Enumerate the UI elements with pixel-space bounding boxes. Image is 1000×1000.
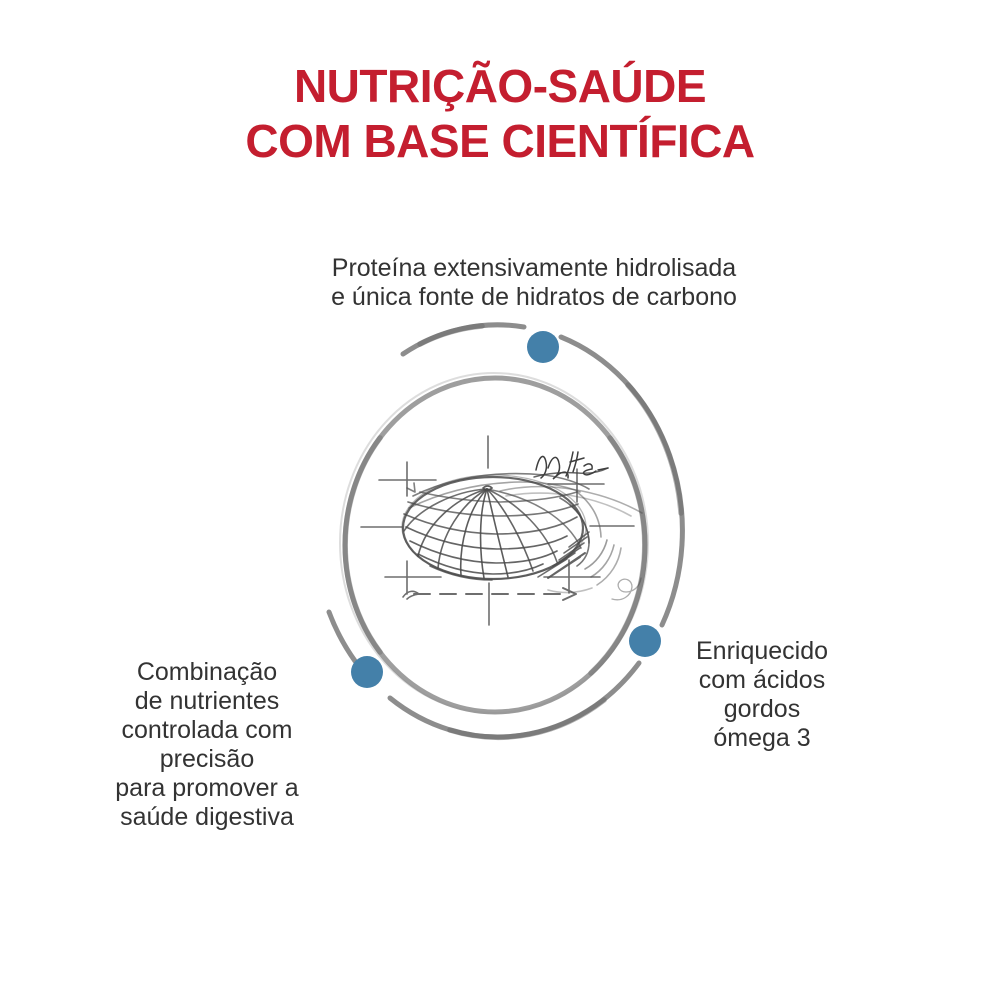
page-title-line2: COM BASE CIENTÍFICA [245, 115, 755, 167]
callout-right-line: ómega 3 [713, 724, 811, 752]
callout-dot-left [351, 656, 383, 688]
callout-right-line: Enriquecido [695, 637, 829, 665]
callout-left-line: saúde digestiva [120, 803, 294, 831]
callout-left-line: controlada com [121, 716, 293, 744]
callout-dots [351, 331, 661, 688]
callout-dot-right [629, 625, 661, 657]
dimension-left-squiggle [403, 591, 419, 599]
callout-top-line: Proteína extensivamente hidrolisada [331, 254, 737, 282]
signature-scribble-icon [534, 452, 608, 479]
callout-right-line: gordos [723, 695, 801, 723]
callout-left-line: de nutrientes [134, 687, 280, 715]
callout-right-line: com ácidos [698, 666, 826, 694]
kibble-sketch-icon [402, 474, 642, 600]
callout-dot-top [527, 331, 559, 363]
callout-left-line: Combinação [136, 658, 278, 686]
callout-left-line: precisão [159, 745, 255, 773]
callout-left-line: para promover a [115, 774, 299, 802]
page-title-line1: NUTRIÇÃO-SAÚDE [293, 60, 707, 112]
callout-top-line: e única fonte de hidratos de carbono [331, 283, 737, 311]
